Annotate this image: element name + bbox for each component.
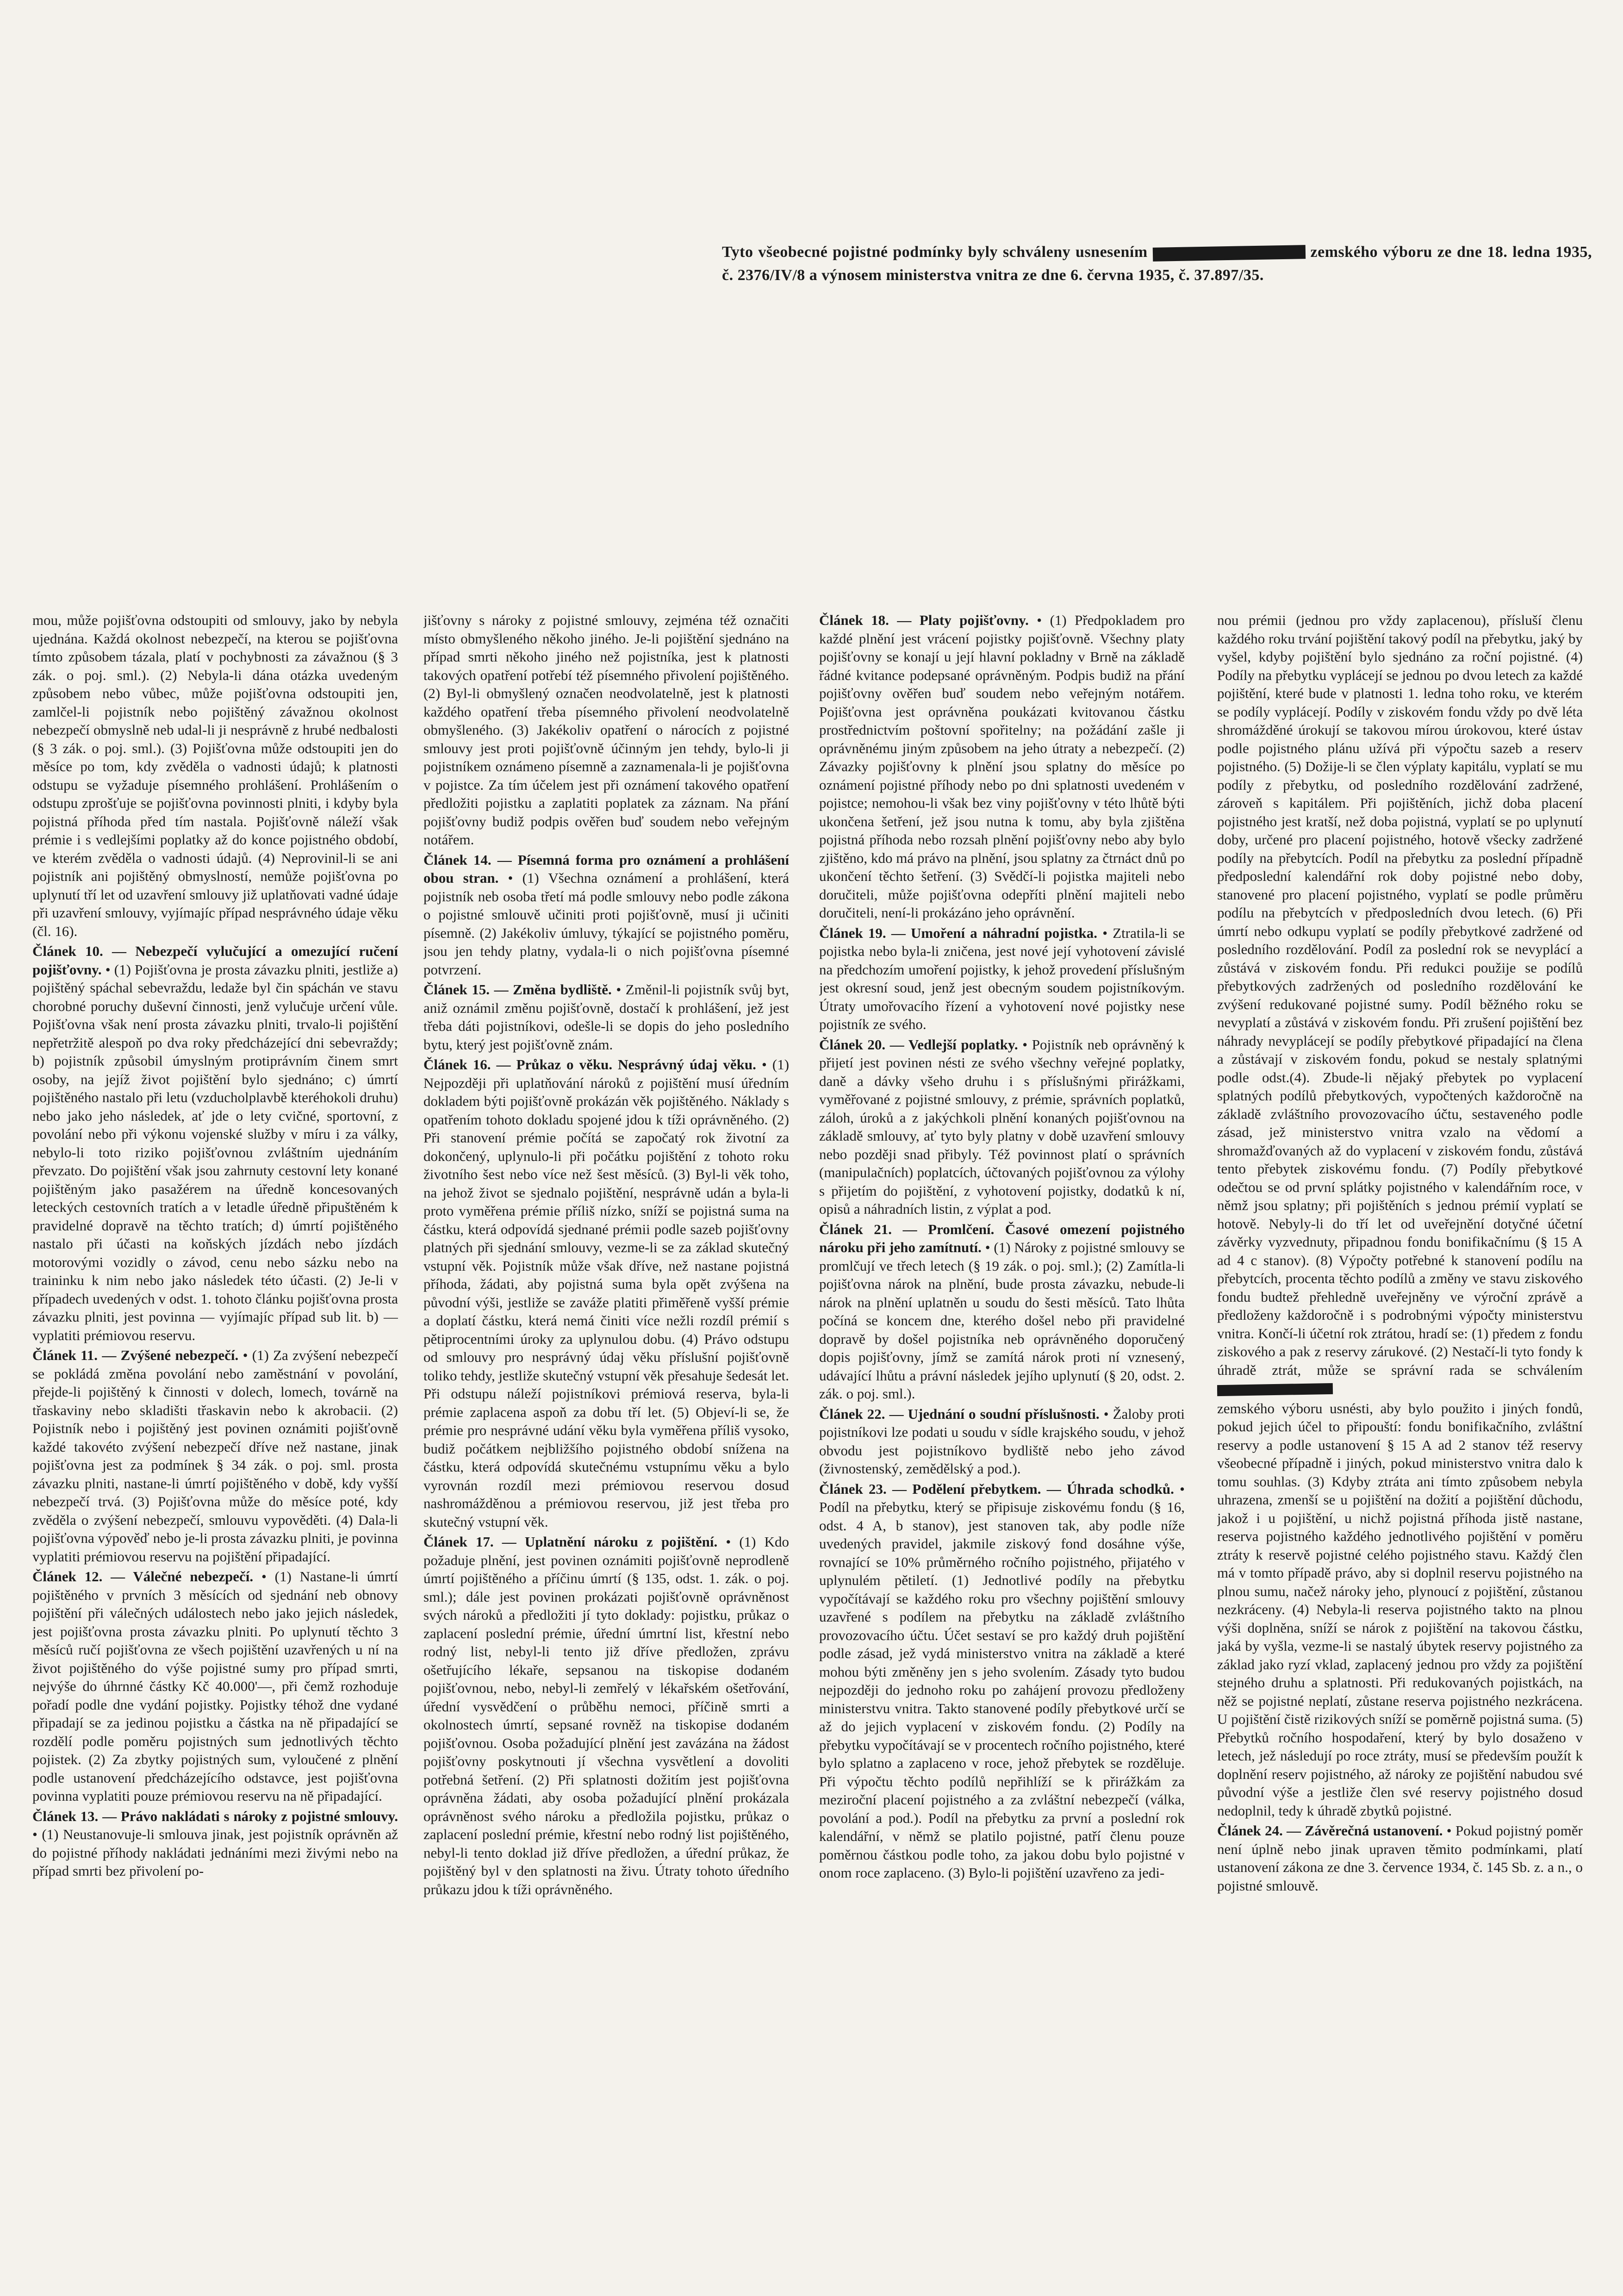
article-text: • Žaloby proti pojistníkovi lze podati u soudu v sídle krajského soudu, v jehož obvodu jest pojistníkovo bydliště nebo jeho závod (živnostenský, zemědělský a pod.). <box>819 1405 1185 1477</box>
approval-header <box>722 241 1592 287</box>
article-text: • (1) Neustanovuje-li smlouva jinak, jest pojistník oprávněn až do pojistné příhody nakládati jednáními mezi živými nebo na případ smrti bez přivolení po- <box>32 1826 398 1879</box>
article-text: mou, může pojišťovna odstoupiti od smlouvy, jako by nebyla ujednána. Každá okolnost nebezpečí, na kterou se pojišťovna tímto způsobem tázala, platí v pochybnosti za závažnou (§ 3 zák. o poj. sml.). (2) Nebyla-li dána otázka uvedeným způsobem nebo vůbec, může pojišťovna odstoupiti jen, zamlčel-li pojistník nebo pojištěný závažnou okolnost nebezpečí obmyslně neb udal-li ji nesprávně z hrubé nedbalosti (§ 3 zák. o poj. sml.). (3) Pojišťovna může odstoupiti jen do měsíce po tom, kdy zvěděla o vadnosti údajů; k platnosti odstupu se vyžaduje písemného prohlášení. Prohlášením o odstupu zprošťuje se pojišťovna povinnosti plniti, i kdyby byla pojistná příhoda před tím nastala. Pojišťovně náleží však prémie i s vedlejšími poplatky až do konce pojistného období, ve kterém zvěděla o vadnosti údajů. (4) Neprovinil-li se ani pojistník ani pojištěný obmyslností, nemůže pojišťovna po uplynutí tří let od uzavření smlouvy již uplatňovati vadné údaje při uzavření smlouvy, vyjímajíc případ nesprávného údaje věku (čl. 16). <box>32 612 398 939</box>
paragraph <box>819 611 1185 922</box>
paragraph <box>32 1346 398 1566</box>
paragraph <box>819 1480 1185 1882</box>
article-heading: Článek 18. — Platy pojišťovny. <box>819 612 1029 628</box>
paragraph <box>32 611 398 940</box>
article-text: • (1) Všechna oznámení a prohlášení, která pojistník neb osoba třetí má podle smlouvy nebo podle zákona o pojistné smlouvě učiniti proti pojišťovně, musí ji učiniti písemně. (2) Jakékoliv úmluvy, týkající se pojistného poměru, jsou jen tehdy platny, vydala-li o nich pojišťovna písemné potvrzení. <box>423 870 789 978</box>
article-text: jišťovny s nároky z pojistné smlouvy, zejména též označiti místo obmyšleného někoho jiného. Je-li pojištění sjednáno na případ smrti někoho jiného než pojistníka, jest k platnosti takových opatření potřebí též písemného přivolení pojištěného. (2) Byl-li obmyšlený označen neodvolatelně, jest k platnosti každého opatření třeba písemného přivolení neodvolatelně obmyšleného. (3) Jakékoliv opatření o nárocích z pojistné smlouvy jest proti pojišťovně účinným jen tehdy, bylo-li ji pojistníkem oznámeno písemně a zaznamenala-li je pojišťovna v pojistce. Za tím účelem jest při oznámení takového opatření předložiti pojistku a zaplatiti poplatek za záznam. Na přání pojišťovny budiž podpis ověřen buď soudem nebo veřejným notářem. <box>423 612 789 848</box>
article-heading: Článek 15. — Změna bydliště. <box>423 981 612 998</box>
article-heading: Článek 13. — Právo nakládati s nároky z pojistné smlouvy. <box>32 1808 398 1824</box>
text-column-3 <box>819 611 1185 2259</box>
article-text: nou prémii (jednou pro vždy zaplacenou), přísluší členu každého roku trvání pojištění takový podíl na přebytku, jaký by vyšel, kdyby pojištění bylo sjednáno za roční pojistné. (4) Podíly na přebytku vyplácejí se jednou po dvou letech za každé pojištění, které bude v platnosti 1. ledna toho roku, ve kterém se podíly vyplácejí. Podíly v ziskovém fondu vždy po dvě léta shromážděné úrokují se takovou mírou úrokovou, které ústav podle pojistného plánu užívá při výpočtu sazeb a reserv pojistného. (5) Dožije-li se člen výplaty kapitálu, vyplatí se mu podíly z přebytku, od posledního rozdělování zadržené, zároveň s kapitálem. Při pojištěních, jichž doba placení pojistného jest kratší, než doba pojistná, vyplatí se po uplynutí doby, určené pro placení pojistného, hotově všecky zadržené podíly na přebytcích. Podíl na přebytku za poslední případně předposlední kalendářní rok doby pojistné nebo doby, stanovené pro placení pojistného, vyplatí se podle průměru podílu na přebytcích v předposledních dvou letech. (6) Při úmrtí nebo odkupu vyplatí se podíly přebytkové zadržené od posledního rozdělování. Podíl za poslední rok se nevyplácí a zůstává v ziskovém fondu. Při redukci použije se podílů přebytkových zadržených od posledního rozdělování ke zvýšení redukované pojistné sumy. Podíl běžného roku se nevyplatí a zůstává v ziskovém fondu. Při zrušení pojištění bez náhrady nevyplácejí se podíly přebytkové připadající na člena a zůstávají v ziskovém fondu, pokud se nestaly splatnými podle odst.(4). Zbude-li nějaký přebytek po vyplacení splatných podílů přebytkových, vypočtených každoročně na základě zvláštního provozovacího účtu, sestaveného podle zásad, jež ministerstvo vnitra vzalo na vědomí a shromažďovaných až do vyplacení v ziskovém fondu, zůstává tento přebytek ziskovému fondu. (7) Podíly přebytkové odečtou se od první splátky pojistného v kalendářním roce, v němž jsou splatny; při pojištěních s jednou prémií vyplatí se hotově. Nebyly-li do tří let od uveřejnění dotyčné účetní závěrky vyzvednuty, připadnou fondu bonifikačnímu (§ 15 A ad 4 c stanov). (8) Výpočty potřebné k stanovení podílu na přebytcích, procenta těchto podílů a změny ve stavu ziskového fondu budtež přehledně uveřejněny ve výroční zprávě a předloženy každoročně i s podrobnými výpočty ministerstvu vnitra. Končí-li účetní rok ztrátou, hradí se: (1) předem z fondu ziskového a pak z reservy zárukové. (2) Nestačí-li tyto fondy k úhradě ztrát, může se správní rada se schválením <box>1217 612 1583 1378</box>
article-heading: Článek 22. — Ujednání o soudní příslušnosti. <box>819 1405 1100 1422</box>
article-text: • Pokud pojistný poměr není úplně nebo jinak upraven těmito podmínkami, platí ustanovení zákona ze dne 3. července 1934, č. 145 Sb. z. a n., o pojistné smlouvě. <box>1217 1822 1583 1894</box>
article-text: • (1) Nároky z pojistné smlouvy se promlčují ve třech letech (§ 19 zák. o poj. sml.); (2) Zamítla-li pojišťovna nárok na plnění, bude prosta závazku, nebude-li nárok na plnění uplatněn u soudu do šesti měsíců. Tato lhůta počíná se koncem dne, kterého došel nebo při pravidelné dopravě by došel pojistníka neb oprávněného doporučený dopis pojišťovny, jímž se zamítá nárok proti ní vznesený, udávající lhůtu a právní následek jejího uplynutí (§ 20, odst. 2. zák. o poj. sml.). <box>819 1239 1185 1402</box>
redaction-bar <box>1217 1383 1333 1396</box>
article-heading: Článek 17. — Uplatnění nároku z pojištění. <box>423 1534 718 1550</box>
paragraph <box>819 924 1185 1034</box>
paragraph <box>1217 1399 1583 1820</box>
article-text: • (1) Za zvýšení nebezpečí se pokládá změna povolání nebo zaměstnání v povolání, přejde-li pojištěný k činnosti v dolech, lomech, továrně na třaskaviny nebo skladišti třaskavin nebo k akrobacii. (2) Pojistník nebo i pojištěný jest povinen oznámiti pojišťovně každé takovéto zvýšení nebezpečí dříve než nastane, jinak pojišťovna jest za podmínek § 34 zák. o poj. sml. prosta závazku plniti, nastane-li úmrtí pojištěného v době, kdy vyšší nebezpečí trvá. (3) Pojišťovna může do měsíce poté, kdy zvěděla o zvýšení nebezpečí, smlouvu vypověděti. (4) Dala-li pojišťovna výpověď nebo je-li prosta závazku plniti, je povinna vyplatiti prémiovou reservu na pojištění připadající. <box>32 1347 398 1565</box>
article-text: • Změnil-li pojistník svůj byt, aniž oznámil změnu pojišťovně, dostačí k prohlášení, jež jest třeba dáti pojistníkovi, odešle-li se dopis do jeho posledního bytu, který jest pojišťovně znám. <box>423 981 789 1053</box>
article-heading: Článek 21. — Promlčení. Časové omezení pojistného nároku při jeho zamítnutí. <box>819 1221 1185 1255</box>
article-text: • (1) Kdo požaduje plnění, jest povinen oznámiti pojišťovně neprodleně úmrtí pojištěného a příčinu úmrtí (§ 135, odst. 1. zák. o poj. sml.); dále jest povinen prokázati pojišťovně oprávněnost svých nároků a předložiti jí tyto doklady: pojistku, průkaz o zaplacení poslední prémie, úřední úmrtní list, křestní nebo rodný list, nebyl-li tento již dříve předložen, zprávu ošetřujícího lékaře, sepsanou na tiskopise dodaném pojišťovnou, nebo, nebyl-li zemřelý v lékařském ošetřování, úřední vysvědčení o průběhu nemoci, příčině smrti a okolnostech úmrtí, sepsané rovněž na tiskopise dodaném pojišťovnou. Osoba požadující plnění jest zavázána na žádost pojišťovny poskytnouti jí všechna vysvětlení a dovoliti potřebná šetření. (2) Při splatnosti dožitím jest pojišťovna oprávněna žádati, aby osoba požadující plnění prokázala oprávněnost svého nároku a předložila pojistku, průkaz o zaplacení poslední prémie, křestní nebo rodný list pojištěného, nebyl-li tento doklad již dříve předložen, a úřední průkaz, že pojištěný byl v den splatnosti na živu. Útraty tohoto úředního průkazu jdou k tíži oprávněného. <box>423 1534 789 1897</box>
article-heading: Článek 23. — Podělení přebytkem. — Úhrada schodků. <box>819 1480 1174 1497</box>
paragraph <box>32 1807 398 1880</box>
paragraph <box>423 980 789 1054</box>
article-text: zemského výboru usnésti, aby bylo použito i jiných fondů, pokud jejich účel to připouští: fondu bonifikačního, zvláštní reservy a podle ustanovení § 15 A ad 2 stanov též reservy všeobecné případně i jiných, pokud ministerstvo vnitra dalo k tomu souhlas. (3) Kdyby ztráta ani tímto způsobem nebyla uhrazena, zmenší se u pojištění na dožití a pojištění důchodu, jakož i u pojištění, u nichž pojistná příhoda jistě nastane, reserva pojistného každého jednotlivého pojištění v poměru ztráty k reservě pojistné celého pojistného stavu. Každý člen má v tomto případě právo, aby si doplnil reservu pojistného na plnou sumu, načež nároky jeho, plynoucí z pojištění, zůstanou nezkráceny. (4) Nebyla-li reserva pojistného takto na plnou výši doplněna, sníží se nárok z pojištění na takovou částku, jaká by vyšla, vezme-li se nastalý úbytek reservy pojistného za základ jako ryzí vklad, zaplacený jednou pro vždy za pojištění stejného druhu a splatnosti. Při redukovaných pojistkách, na něž se pojistné neplatí, zůstane reserva pojistného nezkrácena. U pojištění čistě rizikových sníží se poměrně pojistná suma. (5) Přebytků ročního hospodaření, který by bylo dosaženo v letech, jež následují po roce ztráty, musí se především použít k doplnění reserv pojistného, až nároky ze pojištění nabudou své původní výše a jestliže člen své reservy pojistného dosud nedoplnil, tedy k úhradě zbytků pojistné. <box>1217 1400 1583 1819</box>
article-text: • Pojistník neb oprávněný k přijetí jest povinen nésti ze svého všechny veřejné poplatky, daně a dávky všeho druhu i s příslušnými přirážkami, vyměřované z pojistné smlouvy, z prémie, správních poplatků, záloh, úroků a z jakýchkoli plnění konaných pojišťovnou na základě smlouvy, ať tyto byly platny v době uzavření smlouvy nebo později snad přibyly. Též povinnost platí o správních (manipulačních) poplatcích, účtovaných pojišťovnou za výlohy s přijetím do pojištění, z vyhotovení pojistky, dodatků k ní, opisů a náhradních listin, z výplat a pod. <box>819 1036 1185 1217</box>
text-column-4 <box>1217 611 1583 2259</box>
text-column-2 <box>423 611 789 2259</box>
paragraph <box>423 851 789 979</box>
article-heading: Článek 10. — Nebezpečí vylučující a omezující ručení pojišťovny. <box>32 943 398 978</box>
paragraph <box>32 942 398 1344</box>
article-text: • Ztratila-li se pojistka nebo byla-li zničena, jest nové její vyhotovení závislé na předchozím umoření pojistky, k jehož provedení příslušným jest okresní soud, jenž jest obecným soudem pojistníkovým. Útraty umořovacího řízení a vyhotovení nové pojistky nese pojistník ze svého. <box>819 924 1185 1032</box>
article-heading: Článek 12. — Válečné nebezpečí. <box>32 1568 254 1585</box>
conditions-columns <box>32 611 1597 2259</box>
article-heading: Článek 16. — Průkaz o věku. Nesprávný údaj věku. <box>423 1056 756 1073</box>
paragraph <box>1217 611 1583 1398</box>
approval-text-part1: Tyto všeobecné pojistné podmínky byly schváleny usnesením <box>722 243 1148 261</box>
paragraph <box>1217 1822 1583 1895</box>
redaction-bar <box>1152 245 1305 262</box>
paragraph <box>423 1055 789 1531</box>
article-heading: Článek 20. — Vedlejší poplatky. <box>819 1036 1018 1053</box>
article-text: • (1) Pojišťovna je prosta závazku plniti, jestliže a) pojištěný spáchal sebevraždu, ledaže byl čin spáchán ve stavu chorobné poruchy duševní činnosti, jenž vylučuje určení vůle. Pojišťovna však není prosta závazku plniti, trvalo-li pojištění nepřetržitě alespoň po dva roky předcházející dni sebevraždy; b) pojistník způsobil úmyslným protiprávním činem smrt osoby, na jejíž život pojištění bylo sjednáno; c) úmrtí pojištěného nastalo při letu (vzducholplavbě kteréhokoli druhu) nebo jako jeho následek, ať jde o lety cvičné, sportovní, z povolání nebo při výkonu vojenské služby v míru i za války, nebylo-li toto riziko pojišťovnou zvláštním ujednáním převzato. Do pojištění však jsou zahrnuty cestovní lety konané pojištěným jako pasažérem na úředně koncesovaných leteckých cestovních tratích a v letadle úředně připuštěném k pravidelné dopravě na těchto tratích; d) úmrtí pojištěného nastalo při účasti na koňských jízdách nebo jízdách motorovými vozidly o závod, cenu nebo sázku nebo na traininku k nim nebo jako následek této účasti. (2) Je-li v případech uvedených v odst. 1. tohoto článku pojišťovna prosta závazku plniti, jest povinna — vyjímajíc případ sub lit. b) — vyplatiti prémiovou reservu. <box>32 961 398 1343</box>
paragraph <box>819 1036 1185 1218</box>
approval-text-part2: zemského výboru ze dne 18. ledna 1935, č. 2376/IV/8 a výnosem ministerstva vnitra ze dne 6. června 1935, č. 37.897/35. <box>722 243 1592 284</box>
article-heading: Článek 19. — Umoření a náhradní pojistka. <box>819 924 1098 941</box>
paragraph <box>423 1533 789 1898</box>
article-heading: Článek 11. — Zvýšené nebezpečí. <box>32 1347 239 1363</box>
paragraph <box>819 1220 1185 1403</box>
article-text: • Podíl na přebytku, který se připisuje ziskovému fondu (§ 16, odst. 4 A, b stanov), jest stanoven tak, aby podle níže uvedených pravidel, jakmile ziskový fond dosáhne výše, rovnající se 10% průměrného ročního pojistného, přijatého v uplynulém pětiletí. (1) Jednotlivé podíly na přebytku vypočítávají se každého roku pro všechny pojištění smlouvy uzavřené s podílem na přebytku na základě zvláštního provozovacího účtu. Účet sestaví se pro každý druh pojištění podle zásad, jež vydá ministerstvo vnitra na základě a které mohou býti změněny jen s jeho svolením. Zásady tyto budou nejpozději do jednoho roku po zahájení provozu předloženy ministerstvu vnitra. Takto stanovené podíly přebytkové určí se až do jejich vyplacení v ziskovém fondu. (2) Podíly na přebytku vypočítávají se v procentech ročního pojistného, které bylo splatno a zaplaceno v roce, jehož přebytek se rozděluje. Při výpočtu těchto podílů nepřihlíží se k přirážkám za meziroční placení pojistného a za zvláštní nebezpečí (válka, povolání a pod.). Podíl na přebytku za první a poslední rok kalendářní, v němž se platilo pojistné, patří členu pouze poměrnou částkou podle toho, za jakou dobu bylo pojistné v onom roce zaplaceno. (3) Bylo-li pojištění uzavřeno za jedi- <box>819 1480 1185 1881</box>
article-text: • (1) Předpokladem pro každé plnění jest vrácení pojistky pojišťovně. Všechny platy pojišťovny se konají u její hlavní pokladny v Brně na základě řádné kvitance podepsané oprávněným. Podpis budiž na přání pojišťovny ověřen buď soudem nebo veřejným notářem. Pojišťovna jest oprávněna poukázati kvitovanou částku prostřednictvím poštovní spořitelny; na požádání zašle ji oprávněnému jiným způsobem na jeho útraty a nebezpečí. (2) Závazky pojišťovny k plnění jsou splatny do měsíce po oznámení pojistné příhody nebo po dni splatnosti uvedeném v pojistce; nemohou-li však bez viny pojišťovny v této lhůtě býti ukončena šetření, jež jsou nutna k tomu, aby byla zjištěna pojistná příhoda nebo rozsah plnění pojišťovny nebo aby bylo zjištěno, kdo má právo na plnění, jsou splatny za čtrnáct dnů po ukončení těchto šetření. (3) Svědčí-li pojistka majiteli nebo doručiteli, může pojišťovna odepříti plnění majiteli nebo doručiteli, není-li prokázáno jeho oprávnění. <box>819 612 1185 921</box>
paragraph <box>423 611 789 849</box>
paragraph <box>32 1567 398 1805</box>
paragraph <box>819 1405 1185 1478</box>
article-heading: Článek 24. — Závěrečná ustanovení. <box>1217 1822 1443 1839</box>
text-column-1 <box>32 611 398 2259</box>
article-text: • (1) Nejpozději při uplatňování nároků z pojištění musí úředním dokladem býti pojišťovně prokázán věk pojištěného. Náklady s opatřením tohoto dokladu spojené jdou k tíži oprávněného. (2) Při stanovení prémie počítá se započatý rok životní za dokončený, uplynulo-li při počátku pojištění z tohoto roku životního šest nebo více než šest měsíců. (3) Byl-li věk toho, na jehož život se sjednalo pojištění, nesprávně udán a byla-li proto vyměřena prémie příliš nízko, sníží se pojistná suma na částku, která odpovídá sjednané prémii podle sazeb pojišťovny platných při sjednání smlouvy, vezme-li se za základ skutečný vstupní věk. Pojistník může však dříve, než nastane pojistná příhoda, žádati, aby pojistná suma byla opět zvýšena na původní výši, jestliže se zaváže platiti přiměřeně vyšší prémie a doplatí částku, která nemá činiti více nežli rozdíl prémií s pětiprocentními úroky za uplynulou dobu. (4) Právo odstupu od smlouvy pro nesprávný údaj věku příslušní pojišťovně toliko tehdy, jestliže skutečný vstupní věk přesahuje šedesát let. Při odstupu náleží pojistníkovi prémiová reserva, byla-li prémie zaplacena aspoň za dobu tří let. (5) Objeví-li se, že prémie pro nesprávné udání věku byla vyměřena příliš vysoko, budiž počátkem nejbližšího pojistného období snížena na částku, která odpovídá skutečnému vstupnímu věku a bylo vyrovnán rozdíl mezi prémiovou reservou dosud nashromážděnou a prémiovou reservou, již jest třeba pro skutečný vstupní věk. <box>423 1056 789 1530</box>
article-text: • (1) Nastane-li úmrtí pojištěného v prvních 3 měsících od sjednání neb obnovy pojištění při válečných událostech nebo jako jejich následek, jest pojišťovna prosta závazku plniti. Po uplynutí těchto 3 měsíců ručí pojišťovna ze všech pojištění uzavřených u ní na život pojištěného do výše pojistné sumy pro případ smrti, nejvýše do úhrnné částky Kč 40.000'—, při čemž rozhoduje pořadí podle dne vydání pojistky. Pojistky téhož dne vydané připadají se za jedinou pojistku a částka na ně připadající se rozdělí podle poměru pojistných sum jednotlivých těchto pojistek. (2) Za zbytky pojistných sum, vyloučené z plnění podle ustanovení předcházejícího odstavce, jest pojišťovna povinna vyplatiti pouze prémiovou reservu na ně připadající. <box>32 1568 398 1804</box>
article-heading: Článek 14. — Písemná forma pro oznámení a prohlášení obou stran. <box>423 851 789 886</box>
